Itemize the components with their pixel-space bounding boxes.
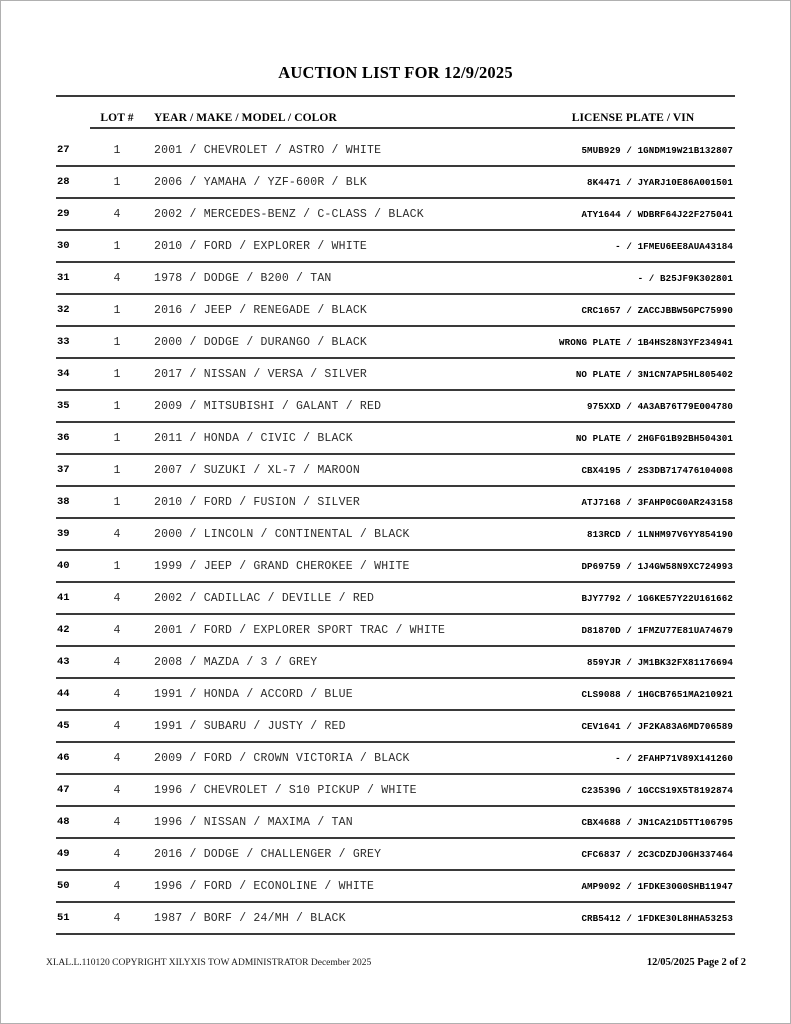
row-plate-vin: - / B25JF9K302801 — [531, 262, 735, 294]
column-header-lot: LOT # — [90, 112, 144, 128]
column-header-plate-vin: LICENSE PLATE / VIN — [531, 112, 735, 128]
row-plate-vin: - / 1FMEU6EE8AUA43184 — [531, 230, 735, 262]
row-sequence-number: 32 — [56, 294, 90, 326]
row-lot-number: 4 — [90, 582, 144, 614]
row-lot-number: 1 — [90, 550, 144, 582]
row-sequence-number: 37 — [56, 454, 90, 486]
table-row — [56, 710, 735, 742]
row-vehicle-description: 2000 / LINCOLN / CONTINENTAL / BLACK — [144, 518, 531, 550]
table-row — [56, 486, 735, 518]
row-lot-number: 1 — [90, 358, 144, 390]
row-sequence-number: 33 — [56, 326, 90, 358]
row-lot-number: 1 — [90, 166, 144, 198]
row-sequence-number: 27 — [56, 135, 90, 166]
row-plate-vin: C23539G / 1GCCS19X5T8192874 — [531, 774, 735, 806]
row-vehicle-description: 2017 / NISSAN / VERSA / SILVER — [144, 358, 531, 390]
title-divider — [56, 95, 735, 97]
row-sequence-number: 51 — [56, 902, 90, 934]
row-lot-number: 4 — [90, 262, 144, 294]
footer-page-number: Page 2 of 2 — [697, 957, 746, 968]
spacer-cell — [56, 128, 90, 135]
row-sequence-number: 34 — [56, 358, 90, 390]
row-plate-vin: DP69759 / 1J4GW58N9XC724993 — [531, 550, 735, 582]
table-header — [56, 112, 735, 135]
row-vehicle-description: 2010 / FORD / EXPLORER / WHITE — [144, 230, 531, 262]
row-plate-vin: - / 2FAHP71V89X141260 — [531, 742, 735, 774]
spacer-cell — [90, 128, 144, 135]
row-plate-vin: BJY7792 / 1G6KE57Y22U161662 — [531, 582, 735, 614]
page-footer — [46, 957, 746, 968]
row-vehicle-description: 2000 / DODGE / DURANGO / BLACK — [144, 326, 531, 358]
row-sequence-number: 49 — [56, 838, 90, 870]
auction-table-container — [56, 112, 735, 935]
row-lot-number: 1 — [90, 422, 144, 454]
row-vehicle-description: 2016 / JEEP / RENEGADE / BLACK — [144, 294, 531, 326]
footer-date-page — [647, 957, 746, 968]
row-vehicle-description: 1996 / NISSAN / MAXIMA / TAN — [144, 806, 531, 838]
table-row — [56, 518, 735, 550]
row-plate-vin: 8K4471 / JYARJ10E86A001501 — [531, 166, 735, 198]
table-row — [56, 550, 735, 582]
row-vehicle-description: 1999 / JEEP / GRAND CHEROKEE / WHITE — [144, 550, 531, 582]
row-lot-number: 1 — [90, 294, 144, 326]
row-lot-number: 1 — [90, 230, 144, 262]
column-header-description: YEAR / MAKE / MODEL / COLOR — [144, 112, 531, 128]
row-plate-vin: ATY1644 / WDBRF64J22F275041 — [531, 198, 735, 230]
row-sequence-number: 48 — [56, 806, 90, 838]
table-row — [56, 358, 735, 390]
row-plate-vin: 813RCD / 1LNHM97V6YY854190 — [531, 518, 735, 550]
row-vehicle-description: 1996 / FORD / ECONOLINE / WHITE — [144, 870, 531, 902]
row-plate-vin: CEV1641 / JF2KA83A6MD706589 — [531, 710, 735, 742]
row-vehicle-description: 2016 / DODGE / CHALLENGER / GREY — [144, 838, 531, 870]
row-lot-number: 1 — [90, 486, 144, 518]
row-sequence-number: 46 — [56, 742, 90, 774]
table-row — [56, 326, 735, 358]
row-vehicle-description: 2001 / FORD / EXPLORER SPORT TRAC / WHITE — [144, 614, 531, 646]
auction-table — [56, 112, 735, 935]
table-row — [56, 454, 735, 486]
row-lot-number: 4 — [90, 774, 144, 806]
row-lot-number: 4 — [90, 838, 144, 870]
row-sequence-number: 42 — [56, 614, 90, 646]
row-sequence-number: 50 — [56, 870, 90, 902]
row-lot-number: 4 — [90, 902, 144, 934]
row-sequence-number: 45 — [56, 710, 90, 742]
footer-copyright: XI.AL.L.110120 COPYRIGHT XILYXIS TOW ADMINISTRATOR December 2025 — [46, 958, 372, 968]
table-row — [56, 646, 735, 678]
row-lot-number: 4 — [90, 646, 144, 678]
table-row — [56, 166, 735, 198]
row-lot-number: 4 — [90, 806, 144, 838]
row-vehicle-description: 2008 / MAZDA / 3 / GREY — [144, 646, 531, 678]
row-vehicle-description: 1991 / SUBARU / JUSTY / RED — [144, 710, 531, 742]
row-lot-number: 4 — [90, 518, 144, 550]
table-row — [56, 678, 735, 710]
table-body — [56, 135, 735, 934]
row-plate-vin: WRONG PLATE / 1B4HS28N3YF234941 — [531, 326, 735, 358]
row-vehicle-description: 2006 / YAMAHA / YZF-600R / BLK — [144, 166, 531, 198]
row-sequence-number: 40 — [56, 550, 90, 582]
row-sequence-number: 38 — [56, 486, 90, 518]
row-sequence-number: 39 — [56, 518, 90, 550]
row-lot-number: 1 — [90, 454, 144, 486]
row-lot-number: 4 — [90, 710, 144, 742]
spacer-cell — [144, 128, 531, 135]
table-row — [56, 262, 735, 294]
row-sequence-number: 44 — [56, 678, 90, 710]
row-lot-number: 1 — [90, 135, 144, 166]
column-header-sequence — [56, 112, 90, 128]
row-plate-vin: CFC6837 / 2C3CDZDJ0GH337464 — [531, 838, 735, 870]
row-vehicle-description: 2001 / CHEVROLET / ASTRO / WHITE — [144, 135, 531, 166]
page-title: AUCTION LIST FOR 12/9/2025 — [278, 63, 513, 82]
row-plate-vin: NO PLATE / 2HGFG1B92BH504301 — [531, 422, 735, 454]
row-vehicle-description: 1996 / CHEVROLET / S10 PICKUP / WHITE — [144, 774, 531, 806]
row-sequence-number: 35 — [56, 390, 90, 422]
table-row — [56, 838, 735, 870]
row-plate-vin: 975XXD / 4A3AB76T79E004780 — [531, 390, 735, 422]
table-row — [56, 294, 735, 326]
row-vehicle-description: 2002 / CADILLAC / DEVILLE / RED — [144, 582, 531, 614]
row-lot-number: 4 — [90, 678, 144, 710]
table-row — [56, 198, 735, 230]
row-vehicle-description: 1987 / BORF / 24/MH / BLACK — [144, 902, 531, 934]
row-sequence-number: 41 — [56, 582, 90, 614]
row-plate-vin: CRB5412 / 1FDKE30L8HHA53253 — [531, 902, 735, 934]
row-lot-number: 4 — [90, 614, 144, 646]
table-header-spacer — [56, 128, 735, 135]
row-vehicle-description: 2011 / HONDA / CIVIC / BLACK — [144, 422, 531, 454]
row-plate-vin: AMP9092 / 1FDKE30G0SHB11947 — [531, 870, 735, 902]
row-sequence-number: 29 — [56, 198, 90, 230]
table-row — [56, 870, 735, 902]
table-row — [56, 582, 735, 614]
row-lot-number: 4 — [90, 742, 144, 774]
row-vehicle-description: 2009 / MITSUBISHI / GALANT / RED — [144, 390, 531, 422]
row-lot-number: 4 — [90, 198, 144, 230]
row-vehicle-description: 2009 / FORD / CROWN VICTORIA / BLACK — [144, 742, 531, 774]
table-row — [56, 614, 735, 646]
table-row — [56, 774, 735, 806]
table-row — [56, 390, 735, 422]
row-sequence-number: 47 — [56, 774, 90, 806]
row-plate-vin: CRC1657 / ZACCJBBW5GPC75990 — [531, 294, 735, 326]
row-vehicle-description: 1978 / DODGE / B200 / TAN — [144, 262, 531, 294]
row-plate-vin: ATJ7168 / 3FAHP0CG0AR243158 — [531, 486, 735, 518]
row-lot-number: 4 — [90, 870, 144, 902]
row-sequence-number: 36 — [56, 422, 90, 454]
row-sequence-number: 28 — [56, 166, 90, 198]
row-plate-vin: CBX4195 / 2S3DB717476104008 — [531, 454, 735, 486]
table-row — [56, 902, 735, 934]
row-lot-number: 1 — [90, 390, 144, 422]
row-plate-vin: 859YJR / JM1BK32FX81176694 — [531, 646, 735, 678]
spacer-cell — [531, 128, 735, 135]
row-plate-vin: CBX4688 / JN1CA21D5TT106795 — [531, 806, 735, 838]
row-vehicle-description: 2010 / FORD / FUSION / SILVER — [144, 486, 531, 518]
table-header-row — [56, 112, 735, 128]
table-row — [56, 742, 735, 774]
table-row — [56, 135, 735, 166]
row-sequence-number: 30 — [56, 230, 90, 262]
row-sequence-number: 43 — [56, 646, 90, 678]
row-plate-vin: 5MUB929 / 1GNDM19W21B132807 — [531, 135, 735, 166]
footer-date: 12/05/2025 — [646, 957, 695, 968]
table-row — [56, 806, 735, 838]
row-lot-number: 1 — [90, 326, 144, 358]
row-vehicle-description: 2007 / SUZUKI / XL-7 / MAROON — [144, 454, 531, 486]
row-plate-vin: NO PLATE / 3N1CN7AP5HL805402 — [531, 358, 735, 390]
row-vehicle-description: 1991 / HONDA / ACCORD / BLUE — [144, 678, 531, 710]
row-plate-vin: CLS9088 / 1HGCB7651MA210921 — [531, 678, 735, 710]
row-plate-vin: D81870D / 1FMZU77E81UA74679 — [531, 614, 735, 646]
table-row — [56, 230, 735, 262]
row-vehicle-description: 2002 / MERCEDES-BENZ / C-CLASS / BLACK — [144, 198, 531, 230]
table-row — [56, 422, 735, 454]
row-sequence-number: 31 — [56, 262, 90, 294]
